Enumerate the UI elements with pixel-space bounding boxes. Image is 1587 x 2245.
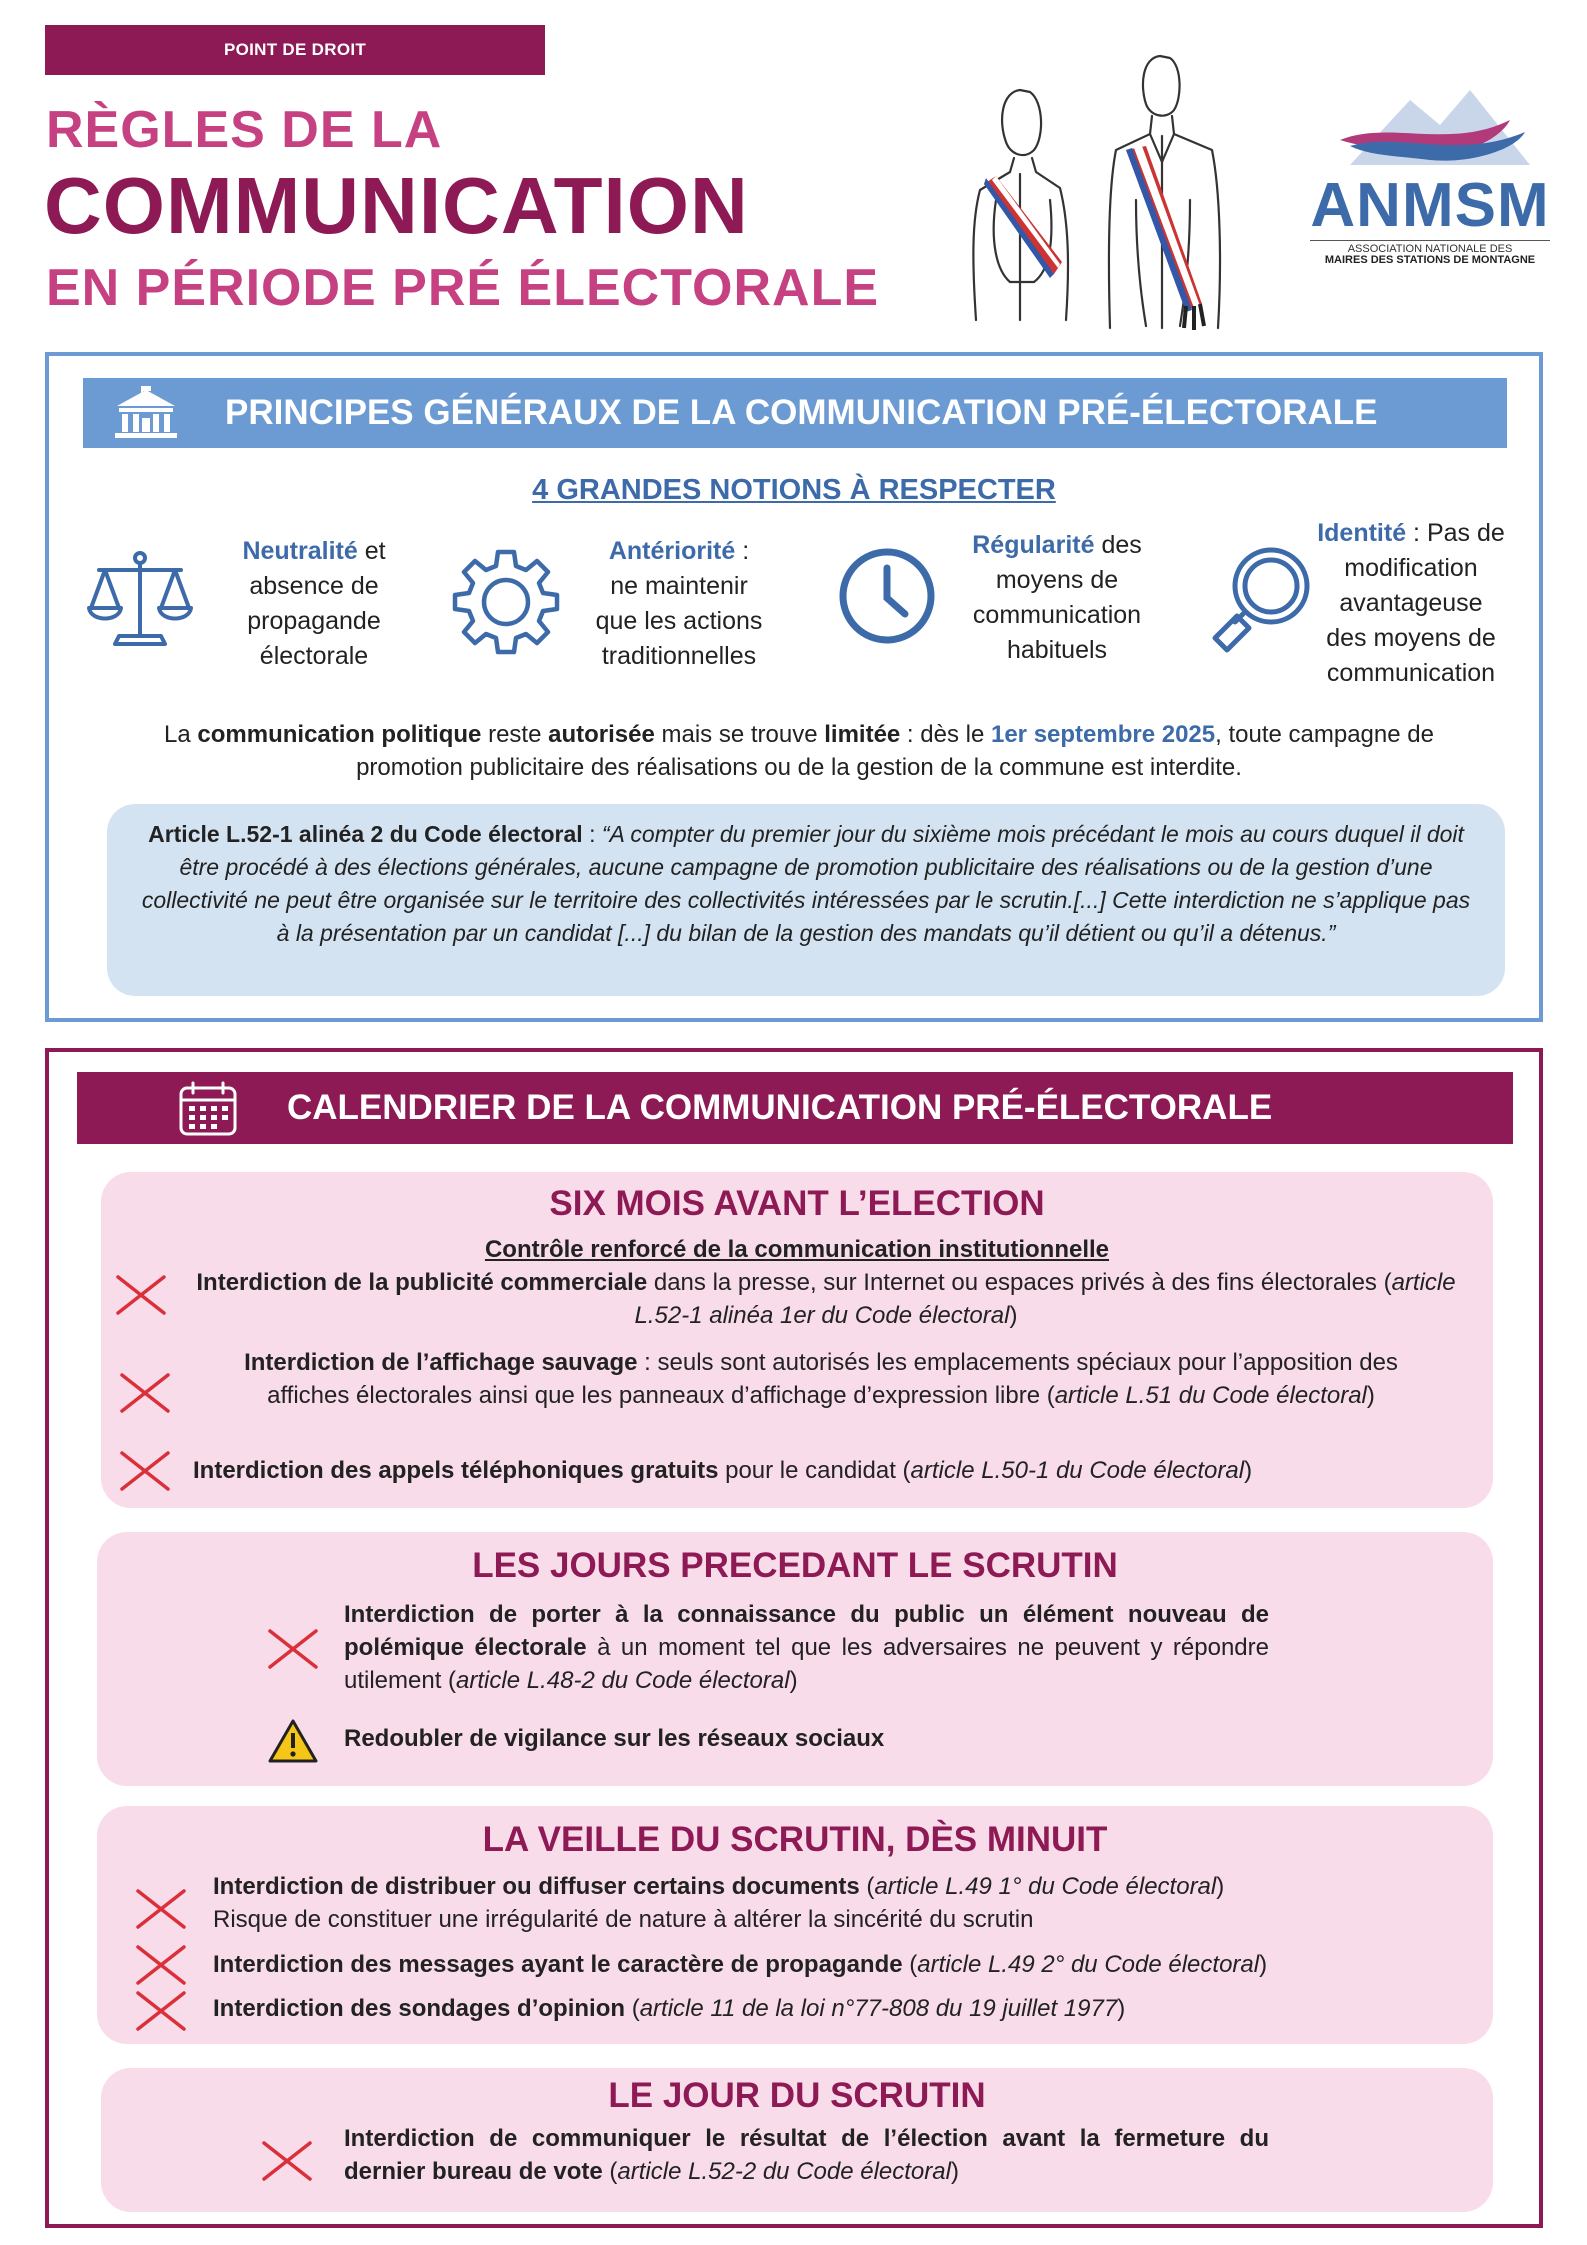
- para-text: : dès le: [900, 721, 991, 748]
- item-bold: Interdiction des messages ayant le caractère de propagande: [213, 1951, 903, 1978]
- calendar-icon: [177, 1080, 239, 1147]
- para-text: La: [164, 721, 198, 748]
- principes-title: PRINCIPES GÉNÉRAUX DE LA COMMUNICATION PRÉ-ÉLECTORALE: [225, 393, 1378, 432]
- notion-text: ne maintenir: [610, 572, 748, 600]
- title-line-2: COMMUNICATION: [44, 161, 749, 250]
- notions-title: 4 GRANDES NOTIONS À RESPECTER: [532, 474, 1056, 506]
- cross-icon: [135, 1944, 187, 1986]
- item-bold: Interdiction de la publicité commerciale: [196, 1269, 648, 1296]
- notion-text: : Pas de: [1406, 519, 1505, 547]
- notion-text: propagande: [247, 607, 381, 635]
- notion-key: Antériorité: [608, 537, 736, 565]
- mayors-illustration: [950, 50, 1250, 330]
- para-text: mais se trouve: [654, 721, 825, 748]
- item-ref: article L.51 du Code électoral: [1054, 1382, 1367, 1409]
- gear-icon: [451, 546, 561, 661]
- warning-icon: [267, 1718, 319, 1760]
- item-text: à un moment tel que les adversaires ne peuvent y répondre utilement (: [344, 1634, 1269, 1694]
- jours-title: LES JOURS PRECEDANT LE SCRUTIN: [472, 1546, 1118, 1585]
- six-mois-item-2: [221, 1346, 1421, 1412]
- item-ref: article L.52-2 du Code électoral: [617, 2158, 951, 2185]
- item-ref: article L.52-1 alinéa 1er du Code électoral: [634, 1269, 1456, 1329]
- quote-separator: :: [582, 821, 602, 847]
- veille-title: LA VEILLE DU SCRUTIN, DÈS MINUIT: [482, 1820, 1108, 1859]
- notion-text: des: [1094, 531, 1142, 559]
- cross-icon: [261, 2140, 313, 2182]
- magnifier-icon: [1207, 542, 1317, 663]
- item-text: (: [625, 1995, 640, 2022]
- notion-key: Identité: [1317, 519, 1407, 547]
- calendrier-header-bar: [77, 1072, 1513, 1144]
- item-ref: article L.49 1° du Code électoral: [874, 1873, 1217, 1900]
- notion-anteriorite: [564, 534, 794, 674]
- item-text: pour le candidat (: [718, 1457, 911, 1484]
- quote-text: “A compter du premier jour du sixième mois précédant le mois au cours duquel il doit être procédé à des élections générales, aucune campagne de promotion publicitaire des réalisations ou de la gestion d’une collectivité ne peut être organisée sur le territoire des collectivités intéressées par le scrutin.[...] Cette interdiction ne s’applique pas à la présentation par un candidat [...] du bilan de la gestion des mandats qu’il détient ou qu’il a détenus.”: [141, 821, 1471, 946]
- item-line-2: Risque de constituer une irrégularité de nature à altérer la sincérité du scrutin: [213, 1906, 1034, 1933]
- six-mois-subtitle: Contrôle renforcé de la communication institutionnelle: [484, 1236, 1110, 1263]
- item-end: ): [1009, 1302, 1018, 1329]
- para-text: , toute campagne de promotion publicitaire des réalisations ou de la gestion de la commune est interdite.: [356, 721, 1434, 781]
- item-text: dans la presse, sur Internet ou espaces privés à des fins électorales (: [647, 1269, 1392, 1296]
- jours-precedant-panel: [97, 1532, 1493, 1786]
- calendrier-title: CALENDRIER DE LA COMMUNICATION PRÉ-ÉLECTORALE: [287, 1088, 1273, 1127]
- notion-regularite: [937, 528, 1177, 668]
- jour-title: LE JOUR DU SCRUTIN: [608, 2076, 986, 2115]
- title-line-1: RÈGLES DE LA: [46, 101, 443, 159]
- logo-subtitle-2: MAIRES DES STATIONS DE MONTAGNE: [1324, 254, 1536, 266]
- mountain-logo-icon: [1310, 80, 1550, 170]
- notion-text: habituels: [1006, 636, 1108, 664]
- item-end: ): [1117, 1995, 1126, 2022]
- item-ref: article L.50-1 du Code électoral: [910, 1457, 1245, 1484]
- six-mois-item-1: [181, 1266, 1471, 1332]
- jours-item-2: [344, 1722, 1244, 1755]
- item-bold: Redoubler de vigilance sur les réseaux sociaux: [344, 1725, 885, 1752]
- quote-reference: Article L.52-1 alinéa 2 du Code électoral: [148, 821, 583, 847]
- item-text: : seuls sont autorisés les emplacements spéciaux pour l’apposition des affiches électorales ainsi que les panneaux d’affichage d’expression libre (: [267, 1349, 1398, 1409]
- veille-item-1: [213, 1870, 1483, 1936]
- notion-text: des moyens de: [1326, 624, 1496, 652]
- para-bold: communication politique: [197, 721, 482, 748]
- item-bold: Interdiction de porter à la connaissance du public un élément nouveau de polémique électorale: [344, 1601, 1269, 1661]
- item-ref: article L.48-2 du Code électoral: [456, 1667, 790, 1694]
- clock-icon: [835, 544, 939, 653]
- jour-scrutin-panel: [101, 2068, 1493, 2212]
- cross-icon: [115, 1274, 167, 1316]
- veille-item-2: [213, 1948, 1483, 1981]
- cross-icon: [119, 1450, 171, 1492]
- item-end: ): [1259, 1951, 1268, 1978]
- logo-subtitle-1: ASSOCIATION NATIONALE DES: [1310, 240, 1550, 255]
- item-bold: Interdiction de communiquer le résultat de l’élection avant la fermeture du dernier bureau de vote: [344, 2125, 1269, 2185]
- item-text: (: [859, 1873, 875, 1900]
- town-hall-icon: [111, 386, 181, 449]
- article-quote: [107, 804, 1505, 996]
- notion-text: modification: [1344, 554, 1478, 582]
- notion-identite: [1311, 516, 1511, 691]
- item-end: ): [950, 2158, 959, 2185]
- notion-text: avantageuse: [1339, 589, 1483, 617]
- para-text: reste: [481, 721, 549, 748]
- item-ref: article 11 de la loi n°77-808 du 19 juillet 1977: [639, 1995, 1118, 2022]
- veille-item-3: [213, 1992, 1483, 2025]
- item-end: ): [1216, 1873, 1225, 1900]
- notion-text: électorale: [259, 642, 369, 670]
- notion-text: communication: [972, 601, 1142, 629]
- item-text: (: [602, 2158, 618, 2185]
- notion-text: :: [735, 537, 750, 565]
- item-bold: Interdiction des appels téléphoniques gratuits: [193, 1457, 719, 1484]
- cross-icon: [267, 1628, 319, 1670]
- notion-text: moyens de: [995, 566, 1119, 594]
- jour-item: [344, 2122, 1269, 2188]
- calendrier-section: [45, 1048, 1543, 2228]
- notion-text: et: [357, 537, 386, 565]
- notion-text: communication: [1326, 659, 1496, 687]
- item-ref: article L.49 2° du Code électoral: [917, 1951, 1260, 1978]
- six-mois-item-3: [193, 1454, 1483, 1487]
- scales-icon: [85, 544, 195, 659]
- cross-icon: [119, 1372, 171, 1414]
- item-bold: Interdiction des sondages d’opinion: [213, 1995, 626, 2022]
- item-end: ): [1244, 1457, 1253, 1484]
- six-mois-panel: [101, 1172, 1493, 1508]
- six-mois-title: SIX MOIS AVANT L’ELECTION: [549, 1184, 1045, 1223]
- item-end: ): [1366, 1382, 1375, 1409]
- notion-text: absence de: [249, 572, 379, 600]
- jours-item-1: [344, 1598, 1269, 1697]
- item-text: (: [902, 1951, 918, 1978]
- key-date: 1er septembre 2025: [990, 721, 1216, 748]
- doc-type-tag: POINT DE DROIT: [45, 25, 545, 75]
- logo-name: ANMSM: [1310, 171, 1550, 240]
- notion-key: Régularité: [972, 531, 1095, 559]
- notion-text: traditionnelles: [601, 642, 757, 670]
- cross-icon: [135, 1888, 187, 1930]
- principes-header-bar: [83, 378, 1507, 448]
- title-line-3: EN PÉRIODE PRÉ ÉLECTORALE: [46, 259, 880, 317]
- principes-section: [45, 352, 1543, 1022]
- anmsm-logo: [1310, 80, 1550, 270]
- communication-politique-paragraph: [109, 718, 1489, 784]
- item-end: ): [789, 1667, 798, 1694]
- item-bold: Interdiction de distribuer ou diffuser certains documents: [213, 1873, 860, 1900]
- para-bold: autorisée: [548, 721, 655, 748]
- notion-key: Neutralité: [242, 537, 358, 565]
- item-bold: Interdiction de l’affichage sauvage: [244, 1349, 638, 1376]
- para-bold: limitée: [824, 721, 901, 748]
- notion-neutralite: [199, 534, 429, 674]
- cross-icon: [135, 1990, 187, 2032]
- veille-panel: [97, 1806, 1493, 2044]
- notion-text: que les actions: [595, 607, 763, 635]
